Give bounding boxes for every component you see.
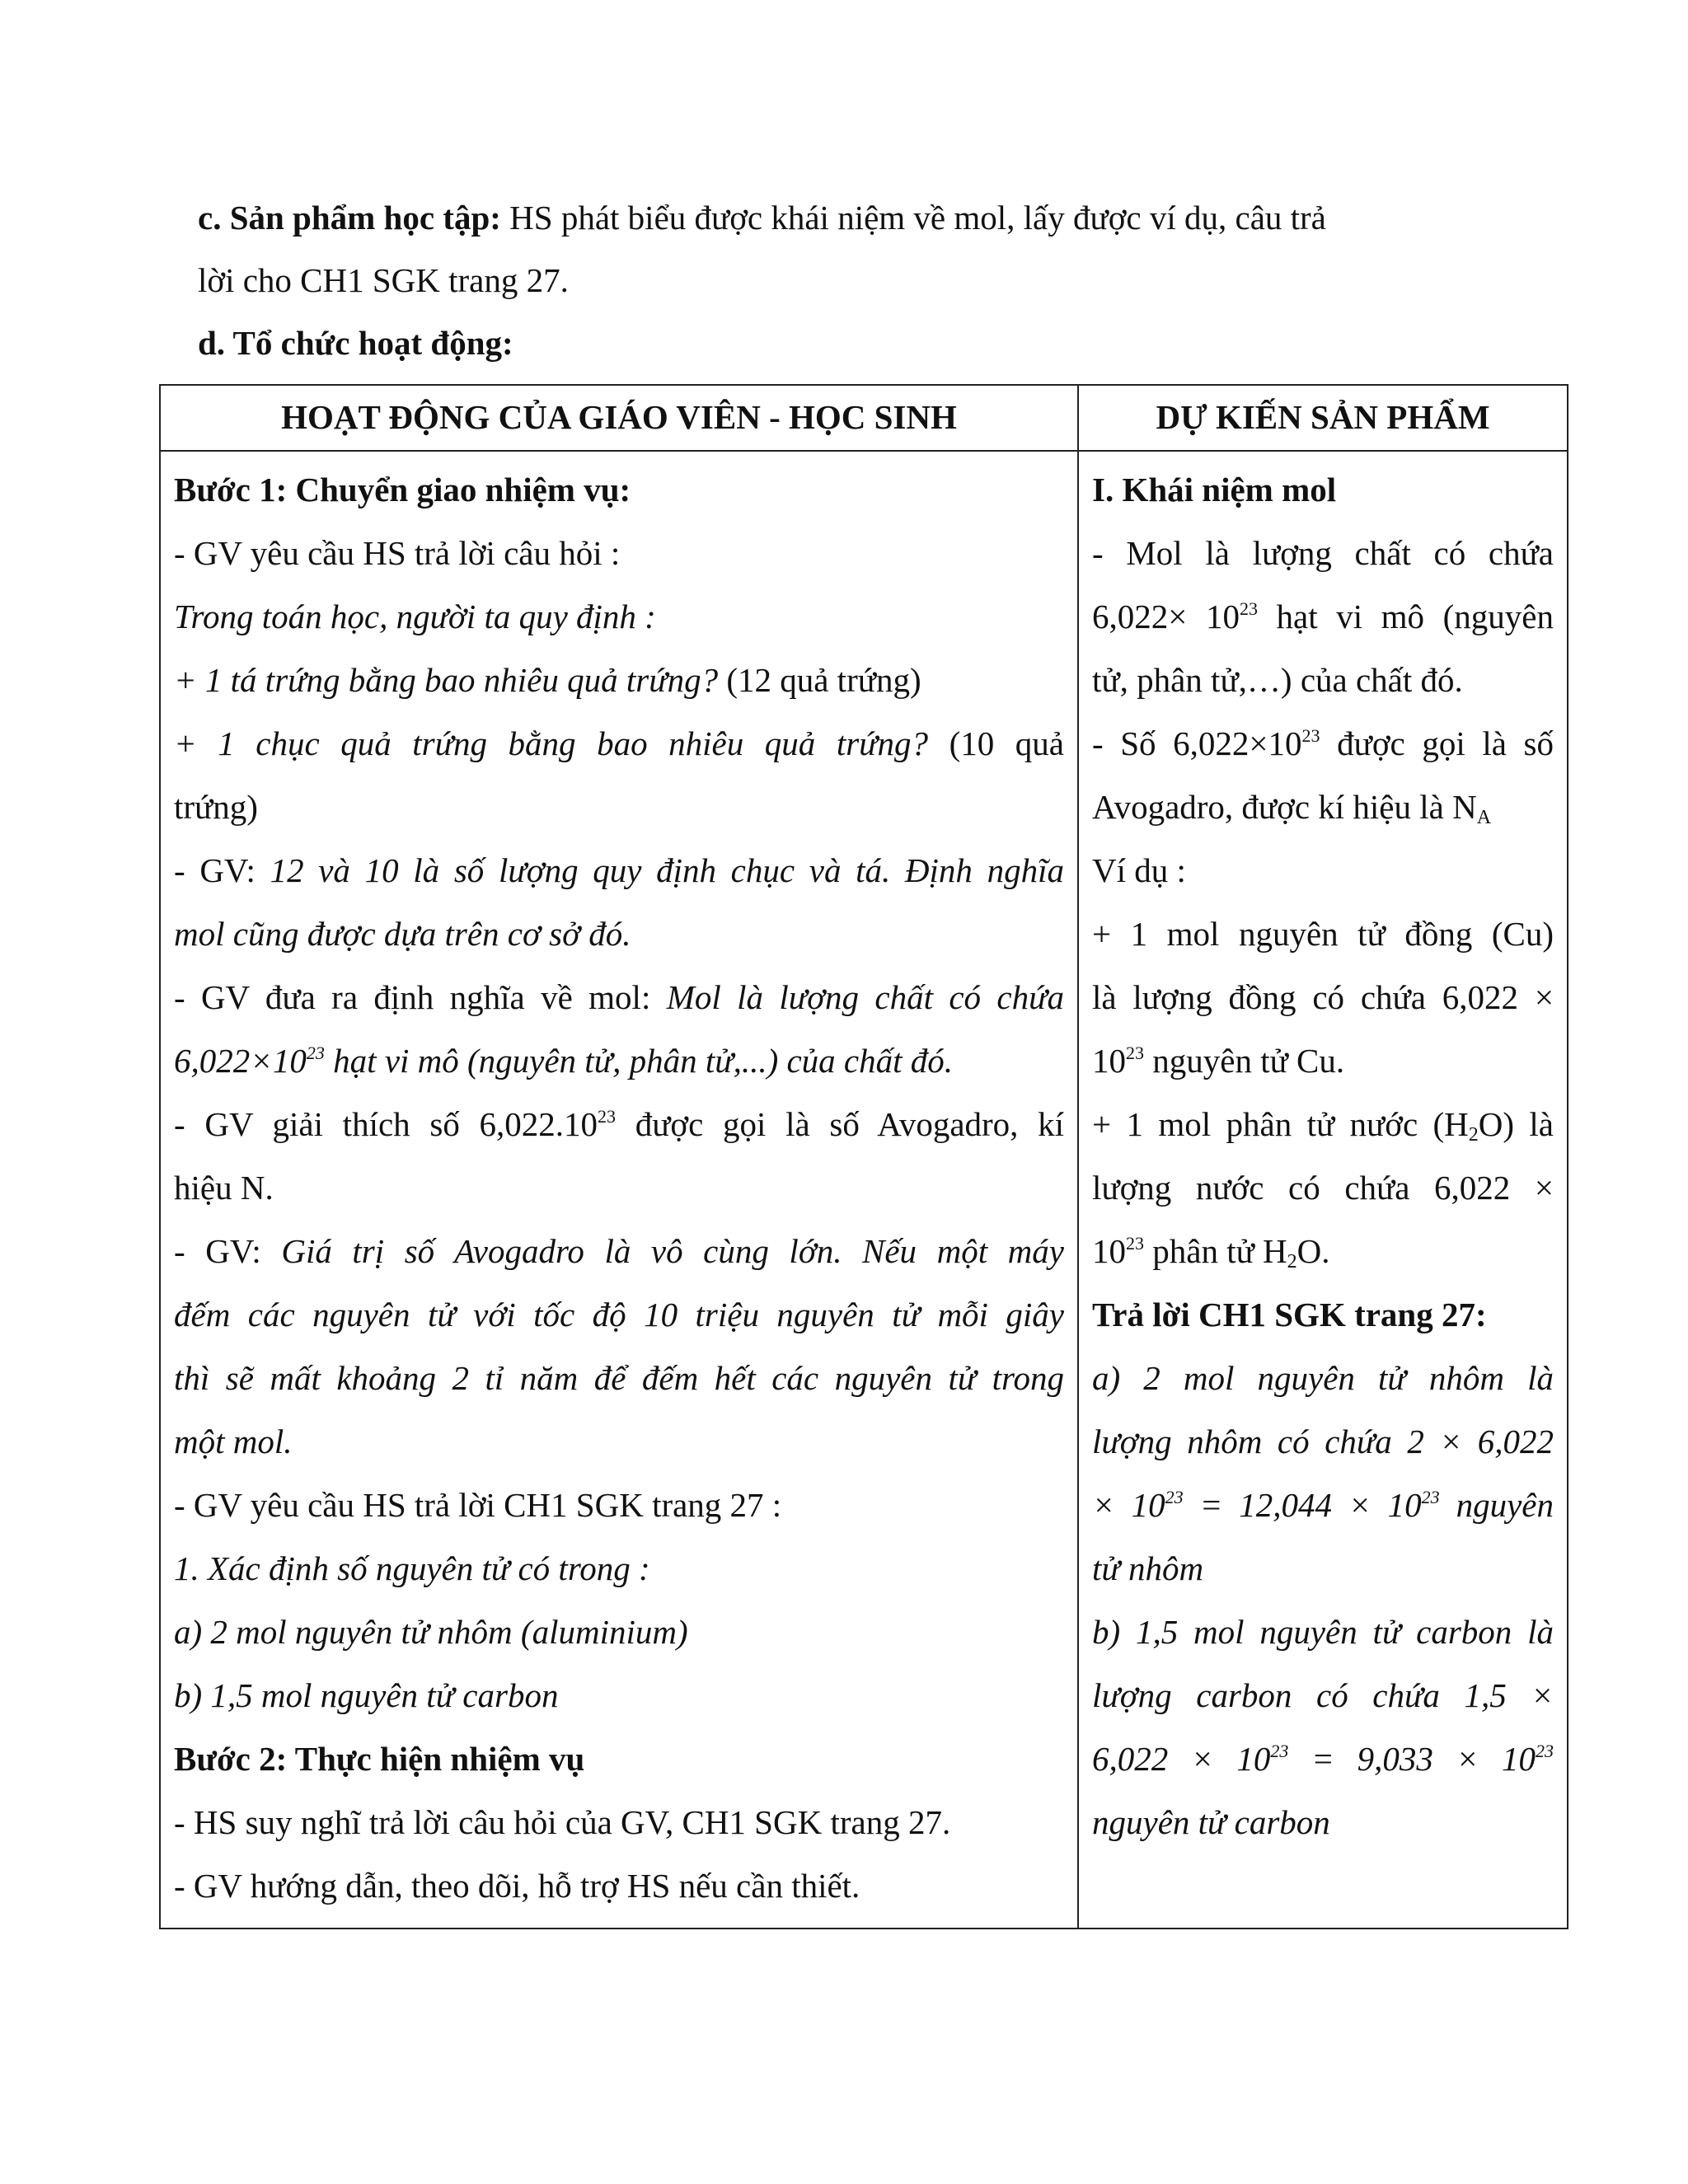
right-line-3-b: hạt vi mô (nguyên (1257, 598, 1554, 635)
right-line-4: tử, phân tử,…) của chất đó. (1092, 661, 1463, 699)
right-line-10-a: 10 (1092, 1042, 1126, 1080)
right-line-6 (1092, 776, 1554, 839)
right-line-12: lượng nước có chứa 6,022 × (1092, 1169, 1554, 1207)
activity-table (159, 384, 1568, 1929)
left-line-14: đếm các nguyên tử với tốc độ 10 triệu nguyên tử mỗi giây (174, 1296, 1064, 1333)
right-line-17-sup-2: 23 (1421, 1487, 1440, 1507)
left-line-4 (174, 649, 1064, 712)
left-line-13-prefix: - GV: (174, 1232, 282, 1270)
right-line-11 (1092, 1093, 1554, 1156)
left-line-15: thì sẽ mất khoảng 2 tỉ năm để đếm hết các nguyên tử trong (174, 1359, 1064, 1397)
right-line-5-a: - Số 6,022×10 (1092, 724, 1302, 762)
right-line-21 (1092, 1727, 1554, 1791)
left-line-9-text: Mol là lượng chất có chứa (666, 978, 1064, 1016)
header-expected-product: DỰ KIẾN SẢN PHẨM (1078, 385, 1568, 451)
left-line-3: Trong toán học, người ta quy định : (174, 598, 656, 635)
right-line-5-b: được gọi là số (1320, 724, 1554, 762)
right-line-8: + 1 mol nguyên tử đồng (Cu) (1092, 915, 1554, 953)
left-line-22: - HS suy nghĩ trả lời câu hỏi của GV, CH1 SGK trang 27. (174, 1803, 951, 1841)
left-line-17: - GV yêu cầu HS trả lời CH1 SGK trang 27 : (174, 1486, 782, 1524)
right-line-7: Ví dụ : (1092, 851, 1186, 889)
right-line-11-sub: 2 (1468, 1124, 1479, 1146)
intro-c-label: c. Sản phẩm học tập: (198, 199, 501, 237)
left-line-5-question: + 1 chục quả trứng bằng bao nhiêu quả trứng? (174, 724, 929, 762)
right-line-13-a: 10 (1092, 1232, 1126, 1270)
left-line-4-answer: (12 quả trứng) (718, 661, 921, 699)
right-line-17 (1092, 1474, 1554, 1537)
left-cell (160, 451, 1078, 1929)
right-cell (1078, 451, 1568, 1929)
right-line-10 (1092, 1029, 1554, 1093)
left-line-4-question: + 1 tá trứng bằng bao nhiêu quả trứng? (174, 661, 719, 699)
right-line-10-sup: 23 (1126, 1043, 1144, 1063)
table-header-row (160, 385, 1568, 451)
right-line-13-sup: 23 (1126, 1233, 1144, 1254)
right-line-21-b: = 9,033 × 10 (1288, 1740, 1536, 1778)
left-line-10-sup: 23 (306, 1043, 325, 1063)
right-line-5-sup: 23 (1301, 725, 1320, 746)
right-line-10-b: nguyên tử Cu. (1144, 1042, 1345, 1080)
left-line-5 (174, 712, 1064, 776)
right-title-answer: Trả lời CH1 SGK trang 27: (1092, 1296, 1487, 1333)
right-line-22: nguyên tử carbon (1092, 1803, 1330, 1841)
left-line-11-b: được gọi là số Avogadro, kí (616, 1105, 1064, 1143)
right-line-19: b) 1,5 mol nguyên tử carbon là (1092, 1613, 1554, 1651)
right-line-9: là lượng đồng có chứa 6,022 × (1092, 978, 1554, 1016)
right-line-18: tử nhôm (1092, 1549, 1204, 1587)
right-line-6-a: Avogadro, được kí hiệu là N (1092, 788, 1477, 826)
left-line-7-text: 12 và 10 là số lượng quy định chục và tá. Định nghĩa (270, 851, 1064, 889)
left-line-11-sup: 23 (598, 1106, 617, 1127)
right-line-13-b: phân tử H (1144, 1232, 1287, 1270)
left-line-5-answer: (10 quả (928, 724, 1064, 762)
left-line-23: - GV hướng dẫn, theo dõi, hỗ trợ HS nếu cần thiết. (174, 1867, 860, 1905)
right-line-3 (1092, 585, 1554, 649)
intro-d-label: d. Tổ chức hoạt động: (198, 324, 513, 362)
right-line-3-a: 6,022× 10 (1092, 598, 1240, 635)
intro-section (198, 186, 1484, 374)
intro-c-line-2: lời cho CH1 SGK trang 27. (198, 261, 569, 299)
right-line-17-b: = 12,044 × 10 (1183, 1486, 1422, 1524)
left-line-12: hiệu N. (174, 1169, 274, 1207)
right-line-6-sub: A (1476, 807, 1492, 828)
right-line-3-sup: 23 (1239, 598, 1258, 619)
right-line-16: lượng nhôm có chứa 2 × 6,022 (1092, 1422, 1554, 1460)
left-line-20: b) 1,5 mol nguyên tử carbon (174, 1676, 559, 1714)
right-line-15: a) 2 mol nguyên tử nhôm là (1092, 1359, 1554, 1397)
step2-title: Bước 2: Thực hiện nhiệm vụ (174, 1740, 585, 1778)
left-line-13 (174, 1220, 1064, 1283)
right-line-11-a: + 1 mol phân tử nước (H (1092, 1105, 1469, 1143)
intro-c-line-1 (198, 186, 1484, 249)
intro-c-text-1: HS phát biểu được khái niệm về mol, lấy được ví dụ, câu trả (500, 199, 1326, 237)
right-line-5 (1092, 712, 1554, 776)
left-line-19: a) 2 mol nguyên tử nhôm (aluminium) (174, 1613, 688, 1651)
step1-title: Bước 1: Chuyển giao nhiệm vụ: (174, 471, 631, 509)
table-row (160, 451, 1568, 1929)
left-line-10-b: hạt vi mô (nguyên tử, phân tử,...) của chất đó. (324, 1042, 954, 1080)
right-line-21-sup-1: 23 (1270, 1741, 1289, 1761)
left-line-11 (174, 1093, 1064, 1156)
left-line-9-prefix: - GV đưa ra định nghĩa về mol: (174, 978, 667, 1016)
left-line-11-a: - GV giải thích số 6,022.10 (174, 1105, 598, 1143)
left-line-9 (174, 966, 1064, 1029)
left-line-13-text: Giá trị số Avogadro là vô cùng lớn. Nếu một máy (281, 1232, 1064, 1270)
left-line-10-a: 6,022×10 (174, 1042, 307, 1080)
header-teacher-student: HOẠT ĐỘNG CỦA GIÁO VIÊN - HỌC SINH (160, 385, 1078, 451)
right-line-21-a: 6,022 × 10 (1092, 1740, 1271, 1778)
right-line-20: lượng carbon có chứa 1,5 × (1092, 1676, 1554, 1714)
left-line-10 (174, 1029, 1064, 1093)
left-line-18: 1. Xác định số nguyên tử có trong : (174, 1549, 650, 1587)
right-line-17-sup-1: 23 (1165, 1487, 1184, 1507)
left-line-2: - GV yêu cầu HS trả lời câu hỏi : (174, 534, 621, 572)
right-line-13 (1092, 1220, 1554, 1283)
right-line-11-b: O) là (1478, 1105, 1554, 1143)
left-line-16: một mol. (174, 1422, 293, 1460)
right-line-13-sub: 2 (1287, 1251, 1297, 1272)
right-line-2: - Mol là lượng chất có chứa (1092, 534, 1554, 572)
right-line-21-sup-2: 23 (1536, 1741, 1554, 1761)
left-line-6: trứng) (174, 788, 258, 826)
right-line-13-c: O. (1296, 1232, 1330, 1270)
left-line-7 (174, 839, 1064, 902)
left-line-7-prefix: - GV: (174, 851, 270, 889)
right-line-17-a: × 10 (1092, 1486, 1165, 1524)
left-line-8: mol cũng được dựa trên cơ sở đó. (174, 915, 631, 953)
right-title-mol-concept: I. Khái niệm mol (1092, 471, 1337, 509)
right-line-17-c: nguyên (1439, 1486, 1554, 1524)
